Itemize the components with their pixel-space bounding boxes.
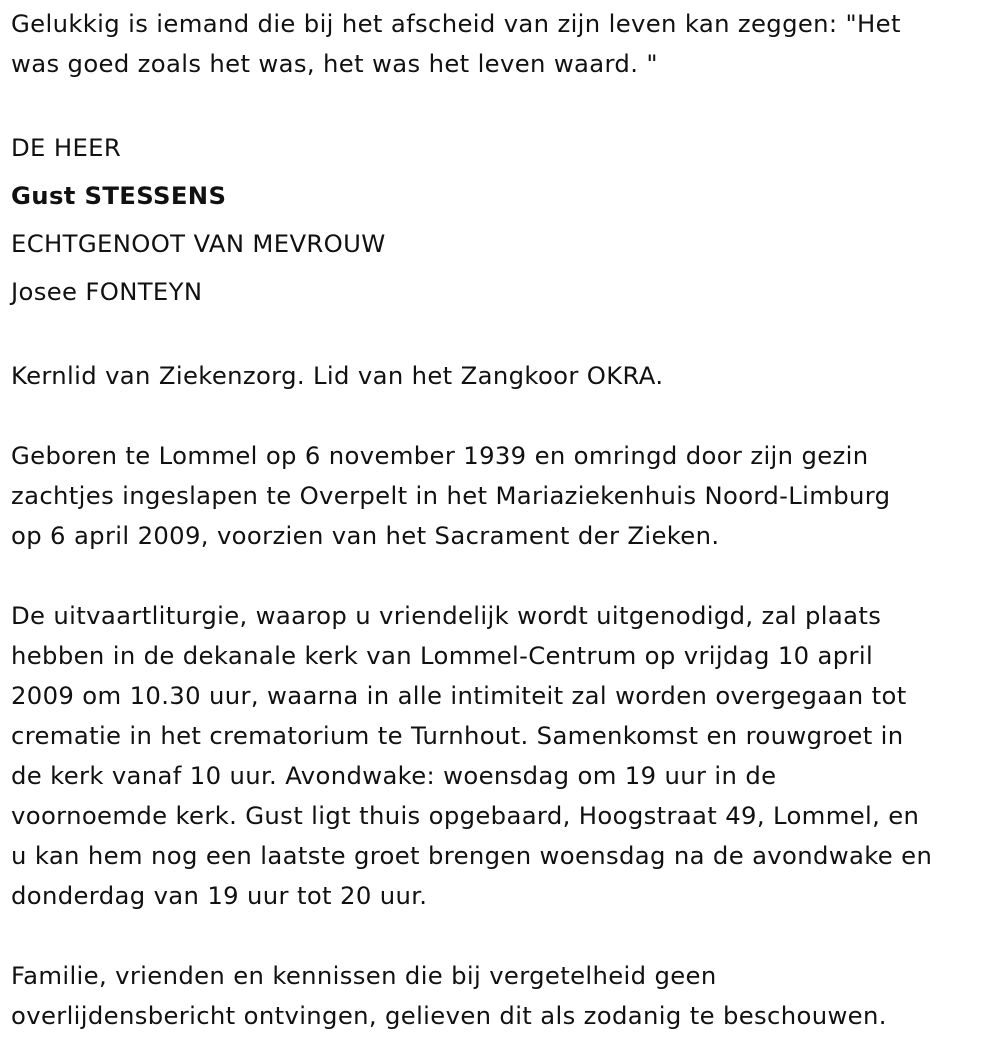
paragraph-line: u kan hem nog een laatste groet brengen woensdag na de avondwake en [11, 841, 933, 870]
paragraph-line: op 6 april 2009, voorzien van het Sacrament der Zieken. [11, 521, 720, 550]
paragraph-line: hebben in de dekanale kerk van Lommel-Centrum op vrijdag 10 april [11, 641, 874, 670]
paragraph-line: voornoemde kerk. Gust ligt thuis opgebaard, Hoogstraat 49, Lommel, en [11, 801, 920, 830]
spacer [11, 916, 996, 956]
spacer [11, 556, 996, 596]
paragraph-line: Geboren te Lommel op 6 november 1939 en omringd door zijn gezin [11, 441, 869, 470]
spacer [11, 316, 996, 356]
paragraph-line: crematie in het crematorium te Turnhout. Samenkomst en rouwgroet in [11, 721, 904, 750]
spacer [11, 396, 996, 436]
notice-paragraph [11, 956, 996, 1036]
quote-line: Gelukkig is iemand die bij het afscheid van zijn leven kan zeggen: "Het [11, 9, 901, 38]
spouse-name: Josee FONTEYN [11, 277, 203, 306]
opening-quote [11, 4, 996, 84]
deceased-heading [11, 124, 996, 316]
title: DE HEER [11, 133, 122, 162]
birth-death-paragraph [11, 436, 996, 556]
obituary-text [11, 4, 996, 1036]
paragraph-line: de kerk vanaf 10 uur. Avondwake: woensdag om 19 uur in de [11, 761, 777, 790]
paragraph-line: donderdag van 19 uur tot 20 uur. [11, 881, 428, 910]
paragraph-line: Familie, vrienden en kennissen die bij vergetelheid geen [11, 961, 717, 990]
membership-text: Kernlid van Ziekenzorg. Lid van het Zangkoor OKRA. [11, 361, 664, 390]
quote-line: was goed zoals het was, het was het leven waard. " [11, 49, 658, 78]
spacer [11, 84, 996, 124]
paragraph-line: De uitvaartliturgie, waarop u vriendelijk wordt uitgenodigd, zal plaats [11, 601, 882, 630]
paragraph-line: 2009 om 10.30 uur, waarna in alle intimiteit zal worden overgegaan tot [11, 681, 907, 710]
funeral-paragraph [11, 596, 996, 916]
paragraph-line: overlijdensbericht ontvingen, gelieven dit als zodanig te beschouwen. [11, 1001, 887, 1030]
relation-label: ECHTGENOOT VAN MEVROUW [11, 229, 386, 258]
deceased-name: Gust STESSENS [11, 181, 227, 210]
paragraph-line: zachtjes ingeslapen te Overpelt in het Mariaziekenhuis Noord-Limburg [11, 481, 891, 510]
